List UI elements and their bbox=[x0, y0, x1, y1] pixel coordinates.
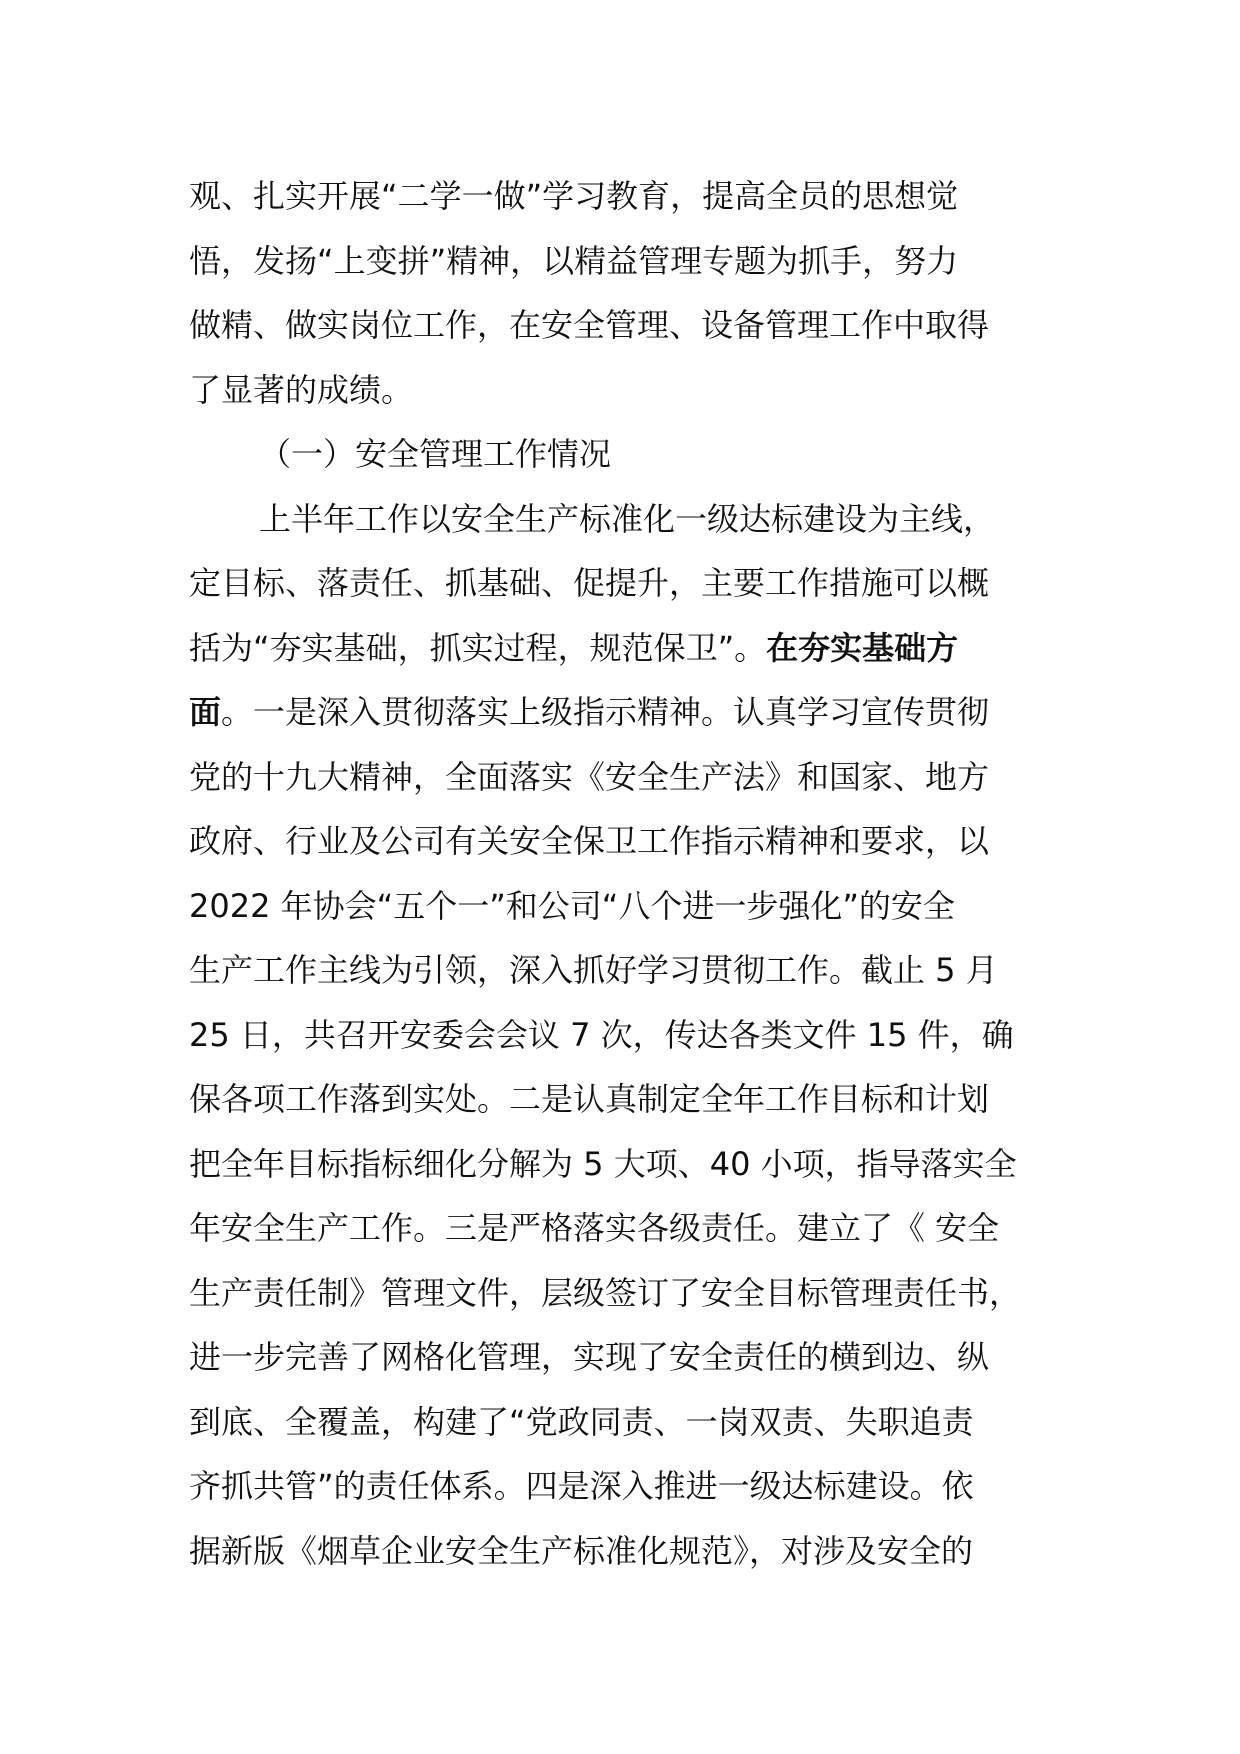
text-line bbox=[189, 358, 1079, 423]
document-body bbox=[189, 164, 1079, 1583]
text-segment: 生产工作主线为引领，深入抓好学习贯彻工作。截止 5 月 bbox=[189, 951, 998, 989]
text-segment: 进一步完善了网格化管理，实现了安全责任的横到边、纵 bbox=[189, 1338, 990, 1376]
text-line bbox=[189, 1196, 1079, 1261]
text-segment: 悟，发扬“上变拼”精神，以精益管理专题为抓手，努力 bbox=[189, 241, 959, 280]
text-line bbox=[189, 1067, 1079, 1132]
text-segment: 观、扎实开展“二学一做”学习教育，提高全员的思想觉 bbox=[189, 177, 959, 215]
text-line bbox=[189, 616, 1079, 681]
text-segment: 上半年工作以安全生产标准化一级达标建设为主线， bbox=[259, 499, 996, 538]
text-segment: 括为“夯实基础，抓实过程，规范保卫”。 bbox=[189, 628, 767, 667]
text-line bbox=[189, 809, 1079, 874]
text-line bbox=[189, 229, 1079, 294]
text-line bbox=[189, 745, 1079, 810]
text-line bbox=[189, 487, 1079, 552]
text-line bbox=[189, 1325, 1079, 1390]
text-line bbox=[189, 1132, 1079, 1197]
text-segment: 做精、做实岗位工作，在安全管理、设备管理工作中取得 bbox=[189, 306, 990, 344]
text-line bbox=[189, 1454, 1079, 1519]
text-segment: 25 日，共召开安委会会议 7 次，传达各类文件 15 件，确 bbox=[189, 1015, 1014, 1054]
text-line bbox=[189, 938, 1079, 1003]
text-line bbox=[189, 293, 1079, 358]
bold-text-segment: 面 bbox=[189, 693, 222, 731]
text-segment: 定目标、落责任、抓基础、促提升，主要工作措施可以概 bbox=[189, 564, 990, 602]
text-segment: （一）安全管理工作情况 bbox=[259, 435, 612, 473]
text-segment: 生产责任制》管理文件，层级签订了安全目标管理责任书， bbox=[189, 1273, 1022, 1312]
text-line bbox=[189, 551, 1079, 616]
text-segment: 齐抓共管”的责任体系。四是深入推进一级达标建设。依 bbox=[189, 1467, 974, 1505]
text-line bbox=[189, 680, 1079, 745]
text-line bbox=[189, 1003, 1079, 1068]
text-line bbox=[189, 874, 1079, 939]
text-line bbox=[189, 422, 1079, 487]
text-line bbox=[189, 1390, 1079, 1455]
text-segment: 了显著的成绩。 bbox=[189, 370, 414, 409]
text-line bbox=[189, 1519, 1079, 1584]
text-segment: 保各项工作落到实处。二是认真制定全年工作目标和计划 bbox=[189, 1080, 990, 1118]
text-segment: 据新版《烟草企业安全生产标准化规范》，对涉及安全的 bbox=[189, 1531, 974, 1570]
text-line bbox=[189, 1261, 1079, 1326]
text-segment: 。一是深入贯彻落实上级指示精神。认真学习宣传贯彻 bbox=[221, 693, 990, 731]
text-segment: 年安全生产工作。三是严格落实各级责任。建立了《 安全 bbox=[189, 1209, 1000, 1247]
text-segment: 2022 年协会“五个一”和公司“八个进一步强化”的安全 bbox=[189, 886, 955, 925]
text-line bbox=[189, 164, 1079, 229]
text-segment: 政府、行业及公司有关安全保卫工作指示精神和要求，以 bbox=[189, 822, 990, 860]
text-segment: 把全年目标指标细化分解为 5 大项、40 小项，指导落实全 bbox=[189, 1144, 1017, 1183]
bold-text-segment: 在夯实基础方 bbox=[766, 628, 959, 667]
text-segment: 到底、全覆盖，构建了“党政同责、一岗双责、失职追责 bbox=[189, 1402, 974, 1441]
text-segment: 党的十九大精神，全面落实《安全生产法》和国家、地方 bbox=[189, 757, 990, 796]
